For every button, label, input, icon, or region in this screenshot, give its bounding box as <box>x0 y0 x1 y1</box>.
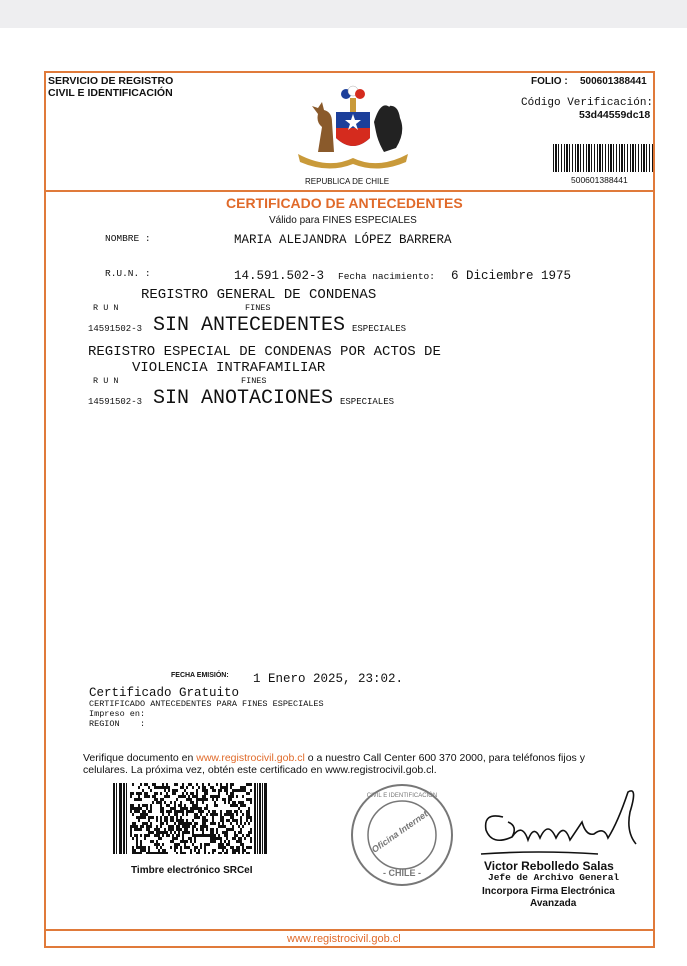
firma-electronica-line-1: Incorpora Firma Electrónica <box>482 886 615 897</box>
registry-general-title: REGISTRO GENERAL DE CONDENAS <box>141 287 377 303</box>
timbre-label: Timbre electrónico SRCeI <box>131 865 253 876</box>
verify-line-1 <box>83 752 585 764</box>
crest-caption: REPUBLICA DE CHILE <box>305 177 390 186</box>
barcode-number: 500601388441 <box>571 175 628 185</box>
record-run-label: R U N <box>93 376 119 386</box>
firma-electronica-line-2: Avanzada <box>530 898 577 909</box>
svg-text:- CHILE -: - CHILE - <box>383 868 421 878</box>
codigo-label: Código Verificación: <box>521 97 654 109</box>
record-result: SIN ANTECEDENTES <box>153 314 346 337</box>
record-run-value: 14591502-3 <box>88 324 143 334</box>
verify-text-before: Verifique documento en <box>83 752 197 764</box>
issuer-line-2: CIVIL E IDENTIFICACIÓN <box>48 87 173 99</box>
timbre-barcode <box>113 783 268 854</box>
certificate-title: CERTIFICADO DE ANTECEDENTES <box>226 195 463 211</box>
pdf417-icon <box>113 783 268 854</box>
certificate-subtitle: Válido para FINES ESPECIALES <box>269 215 417 226</box>
coat-of-arms-icon <box>288 82 418 172</box>
folio-value: 500601388441 <box>580 76 647 87</box>
footer-link[interactable]: www.registrocivil.gob.cl <box>287 933 401 945</box>
registry-especial-title-2: VIOLENCIA INTRAFAMILIAR <box>132 360 326 376</box>
folio-label: FOLIO : <box>531 76 568 87</box>
fecha-emision-value: 1 Enero 2025, 23:02. <box>253 672 404 686</box>
nombre-label: NOMBRE : <box>105 233 151 244</box>
record-run-value: 14591502-3 <box>88 397 143 407</box>
impreso-en: Impreso en: <box>89 709 146 719</box>
verify-line-2: celulares. La próxima vez, obtén este certificado en www.registrocivil.gob.cl. <box>83 764 437 776</box>
region-label: REGION : <box>89 719 146 729</box>
oficina-internet-stamp <box>349 782 455 888</box>
viewer-top-bar <box>0 0 687 28</box>
folio-barcode <box>553 144 653 172</box>
nombre-value: MARIA ALEJANDRA LÓPEZ BARRERA <box>234 233 452 247</box>
footer-divider <box>44 929 655 931</box>
registry-especial-title: REGISTRO ESPECIAL DE CONDENAS POR ACTOS DE <box>88 344 441 360</box>
record-fines-label: FINES <box>245 303 271 313</box>
run-label: R.U.N. : <box>105 268 151 279</box>
signature-icon <box>478 782 643 862</box>
svg-text:CIVIL E IDENTIFICACIÓN: CIVIL E IDENTIFICACIÓN <box>366 793 438 799</box>
fecha-emision-label: FECHA EMISIÓN: <box>171 672 229 679</box>
fecha-nacimiento-value: 6 Diciembre 1975 <box>451 269 572 283</box>
svg-text:Oficina Internet: Oficina Internet <box>369 808 430 855</box>
verify-link[interactable]: www.registrocivil.gob.cl <box>196 752 305 764</box>
issuer-block <box>48 75 173 99</box>
issuer-line-1: SERVICIO DE REGISTRO <box>48 75 174 87</box>
signer-name: Victor Rebolledo Salas <box>484 859 614 873</box>
record-run-label: R U N <box>93 303 119 313</box>
run-value: 14.591.502-3 <box>234 269 325 283</box>
record-result: SIN ANOTACIONES <box>153 387 334 410</box>
stamp-icon <box>349 782 455 888</box>
certificado-gratuito: Certificado Gratuito <box>89 686 240 700</box>
record-fines-label: FINES <box>241 376 267 386</box>
signer-role: Jefe de Archivo General <box>488 872 620 883</box>
certificado-tipo: CERTIFICADO ANTECEDENTES PARA FINES ESPECIALES <box>89 699 324 709</box>
signature <box>478 782 643 862</box>
header-divider <box>44 190 655 192</box>
fecha-nacimiento-label: Fecha nacimiento: <box>338 271 435 282</box>
codigo-value: 53d44559dc18 <box>579 109 651 121</box>
verify-text-after: o a nuestro Call Center 600 370 2000, para teléfonos fijos y <box>304 752 585 764</box>
record-suffix: ESPECIALES <box>352 324 407 334</box>
chile-coat-of-arms <box>288 82 418 172</box>
record-suffix: ESPECIALES <box>340 397 395 407</box>
